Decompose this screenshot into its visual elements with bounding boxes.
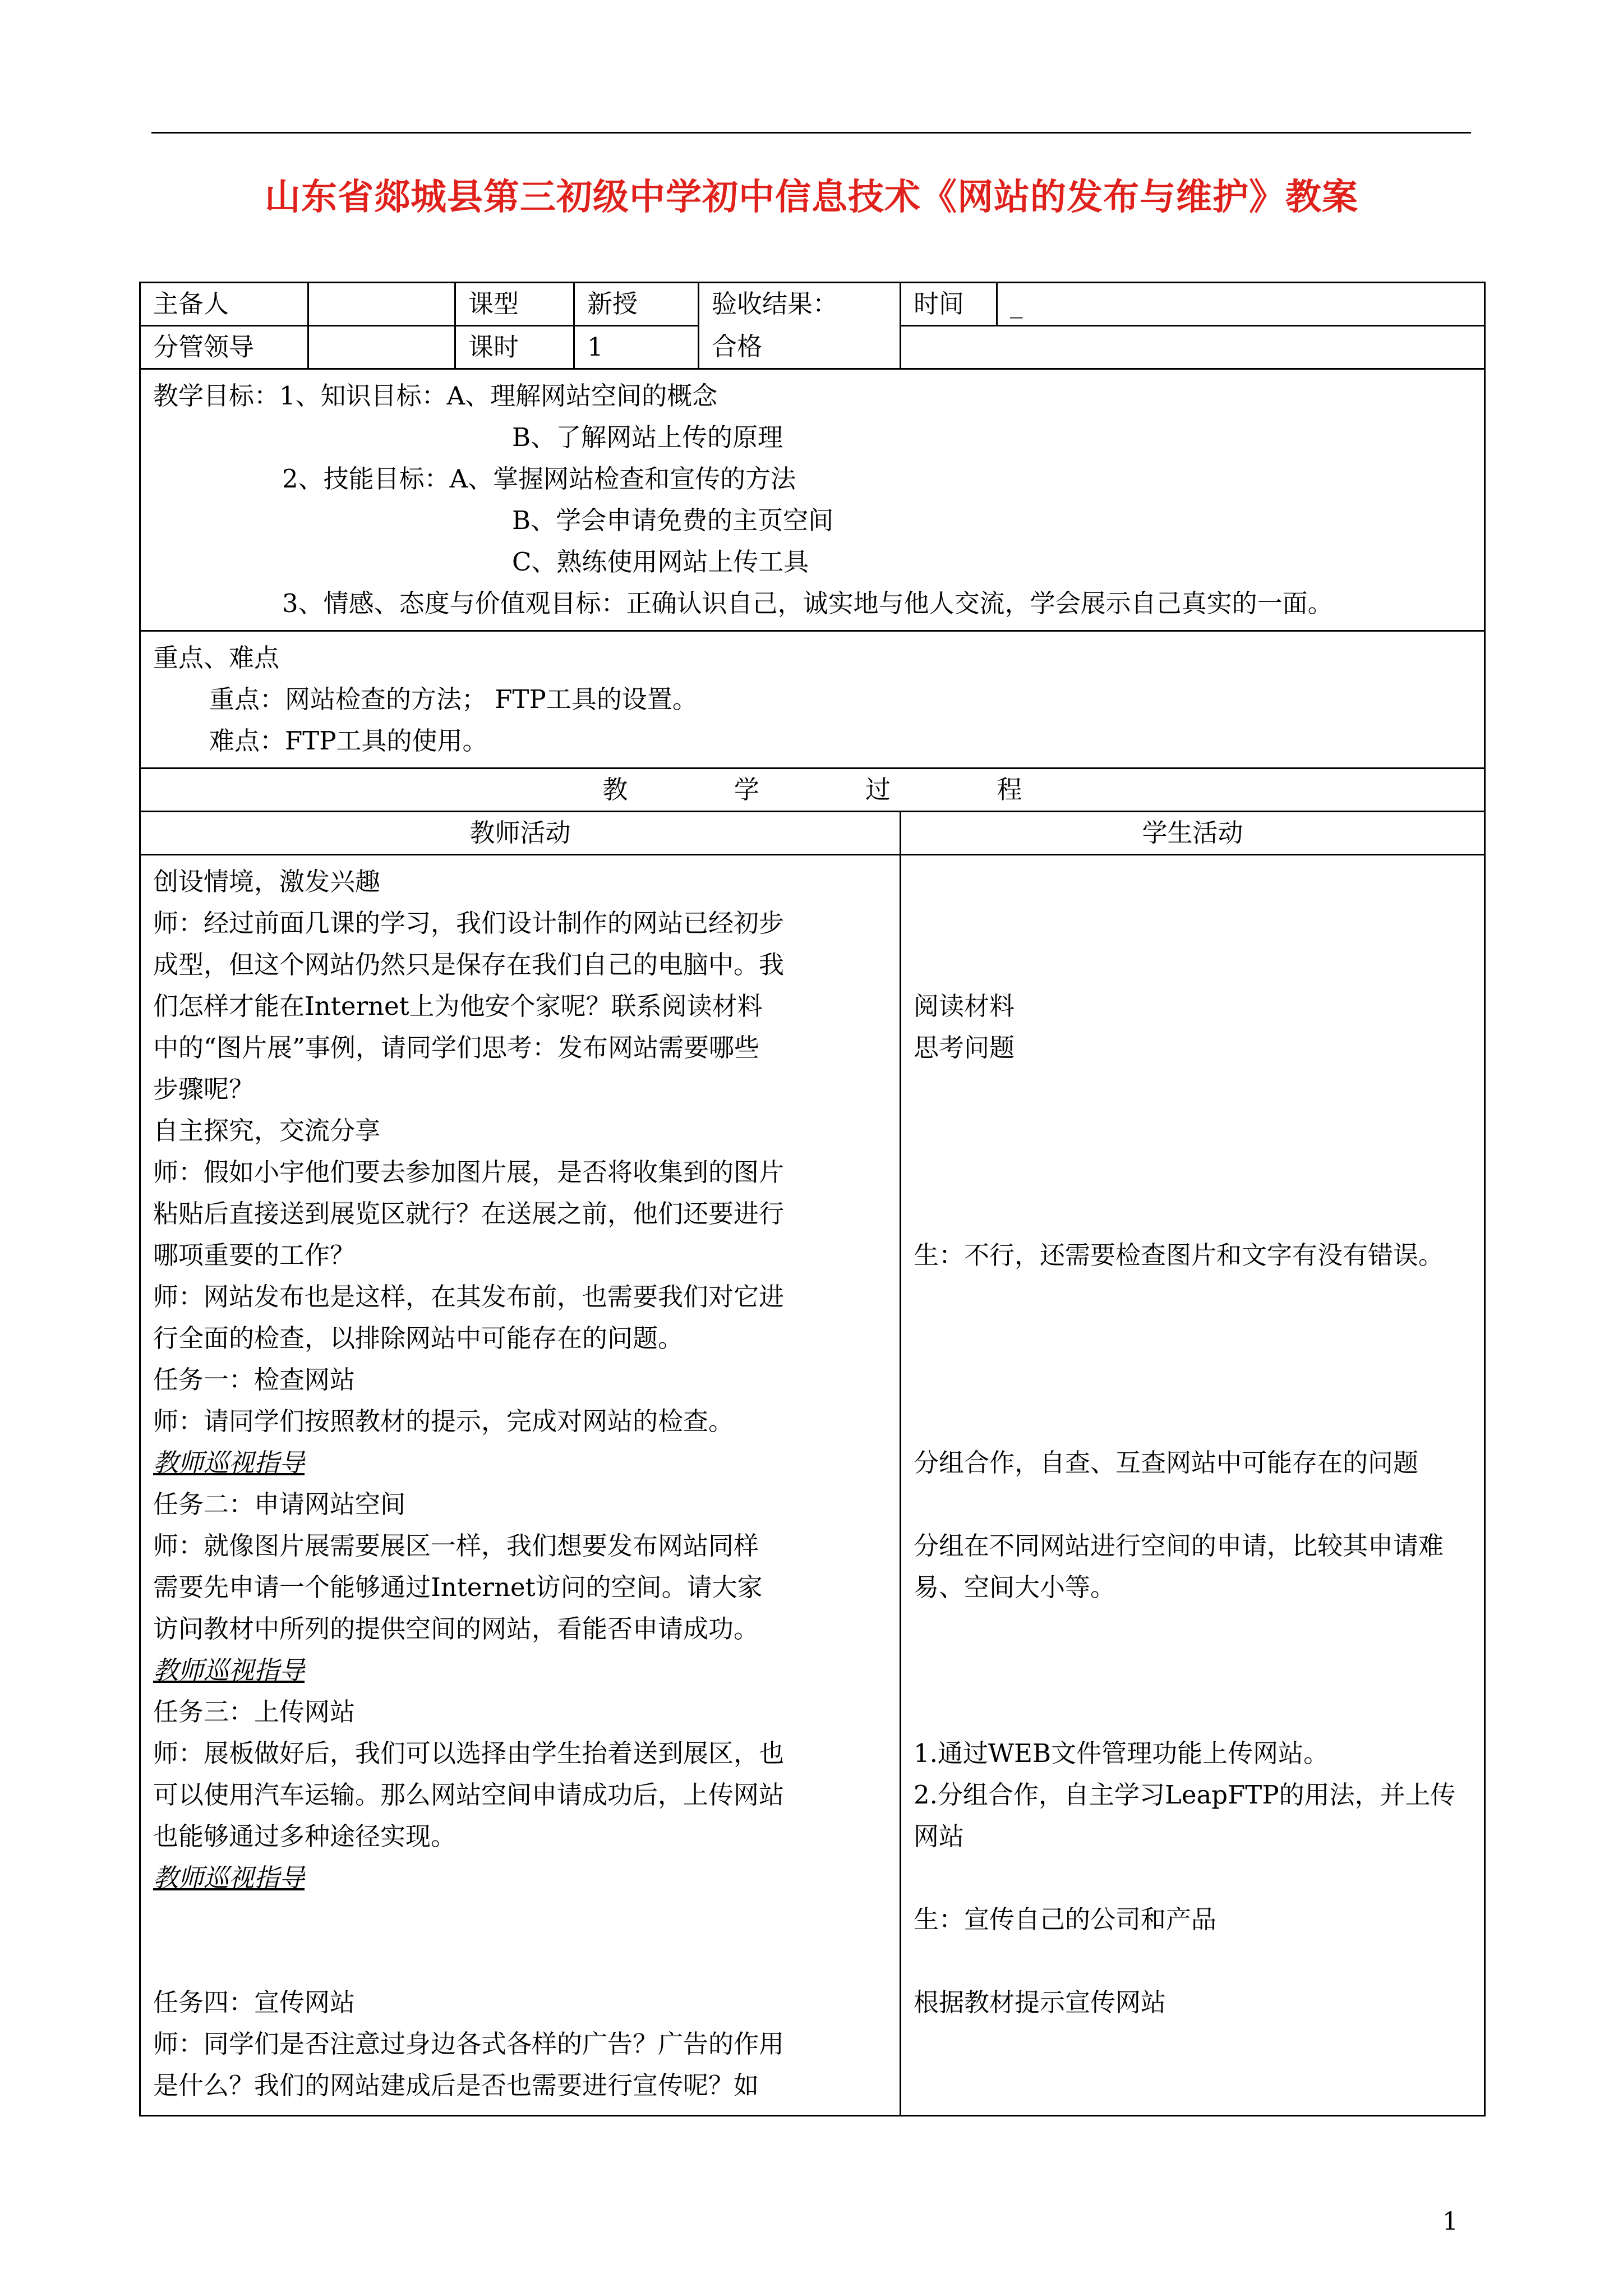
key-points-row (140, 631, 1485, 769)
key-difficulty-line: 难点：FTP工具的使用。 (209, 726, 488, 756)
student-line: 网站 (914, 1821, 965, 1851)
teacher-guidance-note: 教师巡视指导 (153, 1448, 305, 1478)
teacher-line: 需要先申请一个能够通过Internet访问的空间。请大家 (153, 1572, 763, 1602)
student-activity-cell (901, 855, 1485, 2116)
student-line (914, 2065, 1484, 2106)
cell-periods-label: 课时 (455, 326, 574, 369)
process-body-row (140, 855, 1485, 2116)
teacher-activity-header: 教师活动 (140, 812, 901, 855)
process-title-char: 教 (602, 775, 628, 804)
teacher-line: 师：请同学们按照教材的提示，完成对网站的检查。 (153, 1406, 734, 1436)
cell-acceptance-label: 验收结果： (699, 283, 901, 326)
header-row-1 (140, 283, 1485, 326)
student-line (914, 2023, 1484, 2065)
student-line: 分组合作，自查、互查网站中可能存在的问题 (914, 1448, 1419, 1478)
cell-lesson-type-label: 课型 (455, 283, 574, 326)
teacher-line: 也能够通过多种途径实现。 (153, 1821, 457, 1851)
header-row-2 (140, 326, 1485, 369)
objective-line: B、了解网站上传的原理 (512, 422, 783, 452)
student-line (914, 1069, 1484, 1110)
teacher-line: 成型，但这个网站仍然只是保存在我们自己的电脑中。我 (153, 950, 785, 979)
student-line: 生：宣传自己的公司和产品 (914, 1904, 1217, 1934)
teacher-line: 任务一：检查网站 (153, 1365, 356, 1395)
lesson-plan-table (139, 282, 1486, 2116)
cell-time-label: 时间 (901, 283, 997, 326)
teacher-line: 师：经过前面几课的学习，我们设计制作的网站已经初步 (153, 908, 785, 938)
cell-time-blank (901, 326, 1485, 369)
teacher-line (153, 1899, 900, 1940)
student-line (914, 1608, 1484, 1650)
student-line: 根据教材提示宣传网站 (914, 1987, 1166, 2017)
key-points-heading: 重点、难点 (153, 643, 280, 673)
process-title (140, 769, 1485, 812)
objective-line: 3、情感、态度与价值观目标：正确认识自己，诚实地与他人交流，学会展示自己真实的一面。 (282, 588, 1333, 618)
objective-line: 2、技能目标：A、掌握网站检查和宣传的方法 (282, 464, 796, 494)
student-activity-header: 学生活动 (901, 812, 1485, 855)
teacher-line: 自主探究，交流分享 (153, 1116, 381, 1145)
key-points-cell (140, 631, 1485, 769)
teacher-activity-cell (140, 855, 901, 2116)
process-title-char: 过 (865, 775, 891, 804)
teacher-guidance-note: 教师巡视指导 (153, 1863, 305, 1893)
student-line (914, 1193, 1484, 1235)
process-title-row (140, 769, 1485, 812)
document-title: 山东省郯城县第三初级中学初中信息技术《网站的发布与维护》教案 (265, 177, 1358, 218)
teacher-line: 可以使用汽车运输。那么网站空间申请成功后，上传网站 (153, 1780, 785, 1810)
student-line: 2.分组合作，自主学习LeapFTP的用法，并上传 (914, 1780, 1456, 1810)
process-columns-row (140, 812, 1485, 855)
student-line (914, 861, 1484, 903)
student-line: 1.通过WEB文件管理功能上传网站。 (914, 1738, 1329, 1768)
cell-supervisor-label: 分管领导 (140, 326, 308, 369)
objectives-row (140, 369, 1485, 631)
cell-periods-value: 1 (574, 326, 699, 369)
cell-lesson-type-value: 新授 (574, 283, 699, 326)
teacher-line: 粘贴后直接送到展览区就行？在送展之前，他们还要进行 (153, 1199, 785, 1228)
key-focus-line: 重点：网站检查的方法； FTP工具的设置。 (209, 684, 698, 714)
teacher-line: 创设情境，激发兴趣 (153, 867, 381, 896)
teacher-line: 行全面的检查，以排除网站中可能存在的问题。 (153, 1323, 684, 1353)
student-line (914, 903, 1484, 944)
student-line (914, 944, 1484, 986)
student-line (914, 1650, 1484, 1691)
student-line (914, 1318, 1484, 1359)
student-line (914, 1691, 1484, 1733)
teacher-line: 任务二：申请网站空间 (153, 1489, 406, 1519)
teacher-line: 中的“图片展”事例，请同学们思考：发布网站需要哪些 (153, 1033, 760, 1062)
process-title-char: 学 (734, 775, 759, 804)
student-line: 阅读材料 (914, 991, 1015, 1021)
cell-preparer-value (308, 283, 455, 326)
student-line (914, 1484, 1484, 1525)
header-rule (151, 132, 1471, 134)
cell-acceptance-value: 合格 (699, 326, 901, 369)
teacher-line: 师：假如小宇他们要去参加图片展，是否将收集到的图片 (153, 1157, 785, 1187)
process-title-char: 程 (997, 775, 1022, 804)
student-line (914, 1940, 1484, 1982)
student-line (914, 1359, 1484, 1401)
teacher-guidance-note: 教师巡视指导 (153, 1655, 305, 1685)
objectives-cell (140, 369, 1485, 631)
objective-line: B、学会申请免费的主页空间 (512, 505, 834, 535)
teacher-line: 师：网站发布也是这样，在其发布前，也需要我们对它进 (153, 1282, 785, 1312)
teacher-line: 师：展板做好后，我们可以选择由学生抬着送到展区，也 (153, 1738, 785, 1768)
objective-line: 教学目标：1、知识目标：A、理解网站空间的概念 (153, 381, 718, 411)
student-line (914, 1857, 1484, 1899)
teacher-line: 任务四：宣传网站 (153, 1987, 356, 2017)
teacher-line: 步骤呢？ (153, 1074, 255, 1104)
student-line (914, 1110, 1484, 1152)
student-line: 易、空间大小等。 (914, 1572, 1116, 1602)
cell-preparer-label: 主备人 (140, 283, 308, 326)
cell-time-value: _ (997, 283, 1485, 326)
student-line (914, 1152, 1484, 1193)
teacher-line: 师：就像图片展需要展区一样，我们想要发布网站同样 (153, 1531, 759, 1561)
teacher-line: 访问教材中所列的提供空间的网站，看能否申请成功。 (153, 1614, 759, 1644)
page-number: 1 (1442, 2207, 1458, 2236)
cell-supervisor-value (308, 326, 455, 369)
teacher-line: 哪项重要的工作？ (153, 1240, 356, 1270)
student-line (914, 1401, 1484, 1442)
student-line: 思考问题 (914, 1033, 1015, 1062)
teacher-line: 任务三：上传网站 (153, 1697, 356, 1727)
teacher-line: 是什么？我们的网站建成后是否也需要进行宣传呢？如 (153, 2070, 759, 2100)
student-line: 分组在不同网站进行空间的申请，比较其申请难 (914, 1531, 1444, 1561)
teacher-line: 师：同学们是否注意过身边各式各样的广告？广告的作用 (153, 2029, 785, 2059)
student-line (914, 1276, 1484, 1318)
student-line: 生：不行，还需要检查图片和文字有没有错误。 (914, 1240, 1444, 1270)
teacher-line: 们怎样才能在Internet上为他安个家呢？联系阅读材料 (153, 991, 763, 1021)
objective-line: C、熟练使用网站上传工具 (512, 547, 809, 577)
teacher-line (153, 1940, 900, 1982)
